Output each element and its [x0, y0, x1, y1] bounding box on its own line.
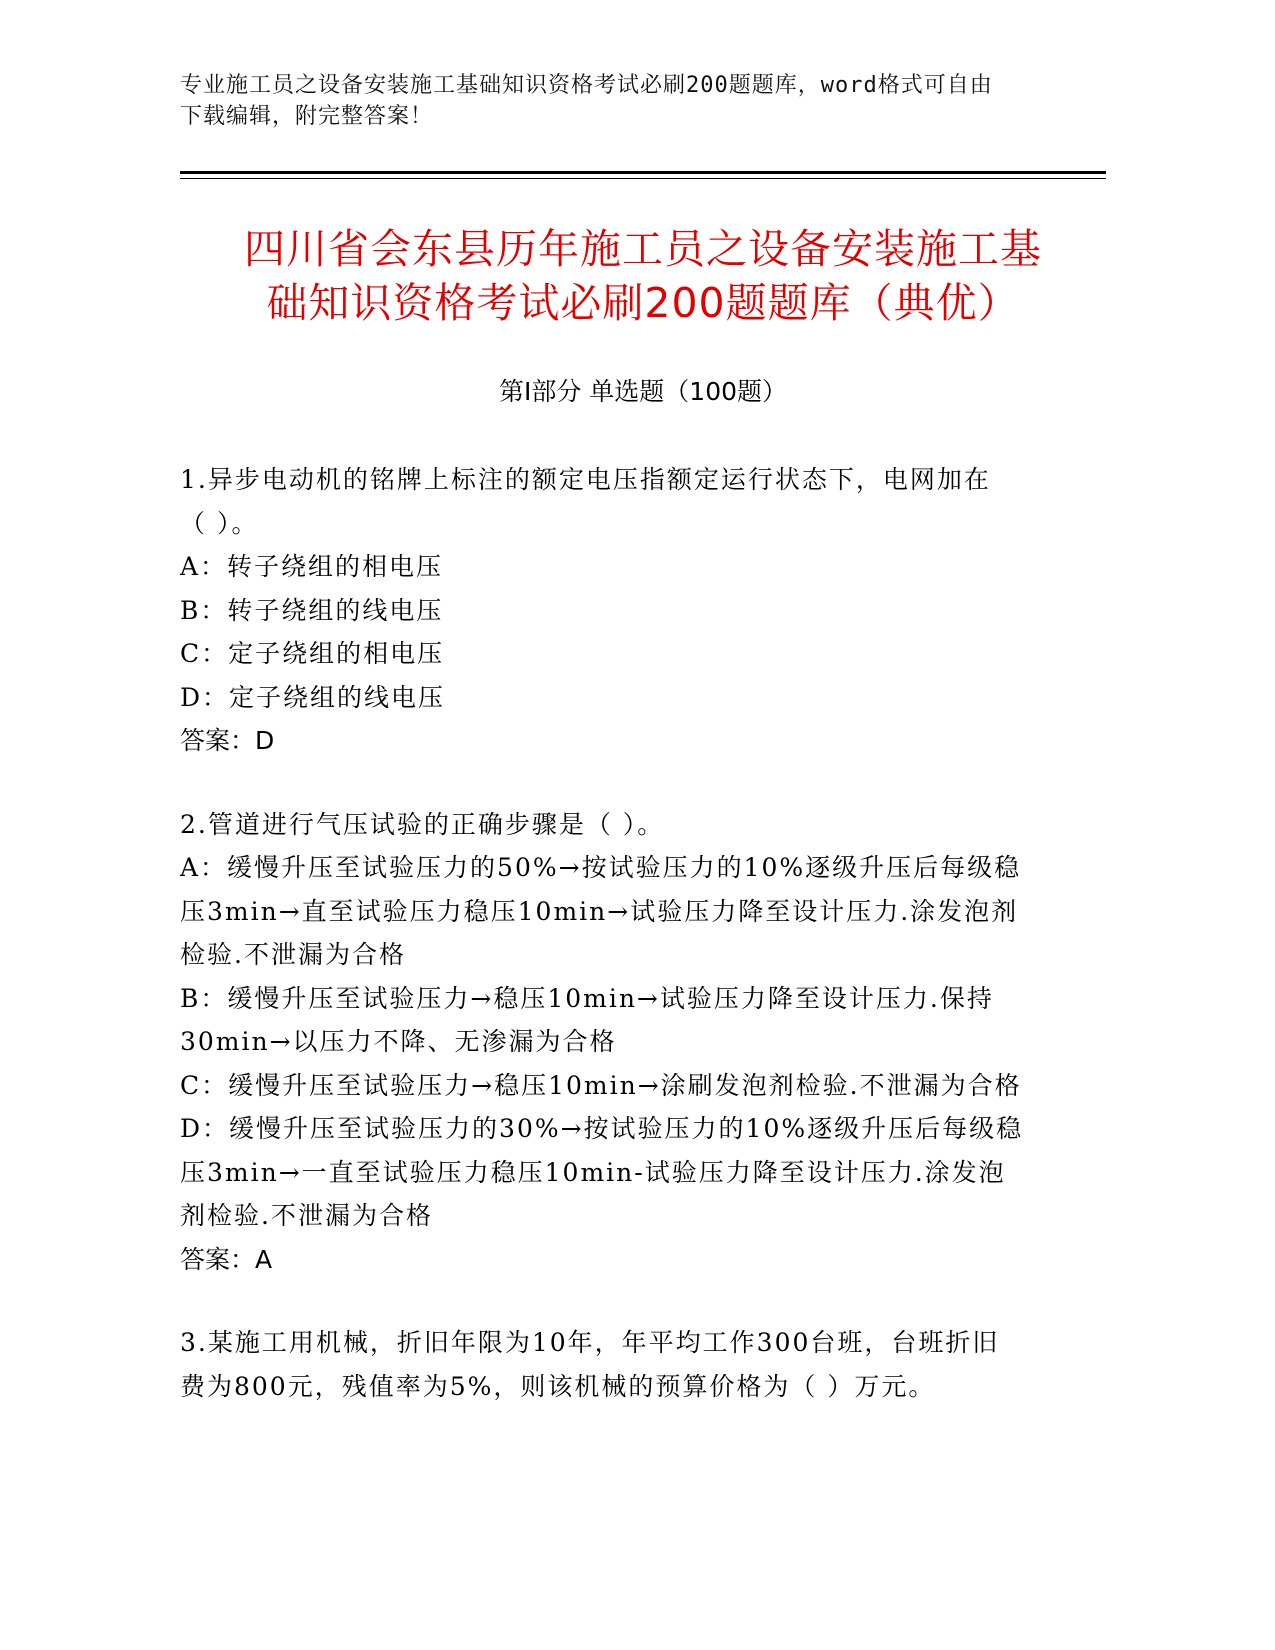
- question-stem: 2.管道进行气压试验的正确步骤是（ ）。: [180, 809, 665, 839]
- option-c: C：定子绕组的相电压: [180, 639, 445, 668]
- option-b: B：缓慢升压至试验压力→稳压10min→试验压力降至设计压力.保持: [180, 983, 994, 1013]
- title-line-2: 础知识资格考试必刷200题题库（典优）: [266, 279, 1020, 327]
- option-a-cont: 检验.不泄漏为合格: [180, 940, 406, 969]
- option-a-cont: 压3min→直至试验压力稳压10min→试验压力降至设计压力.涂发泡剂: [180, 896, 1019, 926]
- option-b: B：转子绕组的线电压: [180, 595, 444, 625]
- option-d-cont: 剂检验.不泄漏为合格: [180, 1201, 433, 1230]
- section-heading: 第Ⅰ部分 单选题（100题）: [498, 377, 788, 406]
- question-stem: （ ）。: [180, 508, 259, 538]
- option-b-cont: 30min→以压力不降、无渗漏为合格: [180, 1027, 617, 1056]
- option-d: D：缓慢升压至试验压力的30%→按试验压力的10%逐级升压后每级稳: [180, 1114, 1024, 1143]
- header-divider-thick: [180, 171, 1106, 174]
- question-item: [180, 803, 1050, 1282]
- header-line-1: 专业施工员之设备安装施工基础知识资格考试必刷200题题库，word格式可自由: [180, 73, 993, 98]
- answer-text: 答案：A: [180, 1244, 273, 1274]
- document-title: [180, 222, 1106, 330]
- title-line-1: 四川省会东县历年施工员之设备安装施工基: [244, 225, 1042, 273]
- question-stem: 1.异步电动机的铭牌上标注的额定电压指额定运行状态下，电网加在: [180, 465, 991, 494]
- question-item: [180, 1321, 1050, 1408]
- question-item: [180, 458, 1050, 763]
- option-d-cont: 压3min→一直至试验压力稳压10min-试验压力降至设计压力.涂发泡: [180, 1157, 1006, 1187]
- answer-text: 答案：D: [180, 726, 275, 755]
- header-divider-thin: [180, 178, 1106, 179]
- option-a: A：转子绕组的相电压: [180, 552, 444, 581]
- question-list: [180, 458, 1050, 1448]
- page-header: [180, 70, 1060, 132]
- question-stem: 费为800元，残值率为5%，则该机械的预算价格为（ ）万元。: [180, 1371, 936, 1401]
- option-d: D：定子绕组的线电压: [180, 682, 446, 712]
- question-stem: 3.某施工用机械，折旧年限为10年，年平均工作300台班，台班折旧: [180, 1328, 1000, 1357]
- header-line-2: 下载编辑，附完整答案！: [180, 104, 434, 129]
- option-c: C：缓慢升压至试验压力→稳压10min→涂刷发泡剂检验.不泄漏为合格: [180, 1070, 1022, 1100]
- option-a: A：缓慢升压至试验压力的50%→按试验压力的10%逐级升压后每级稳: [180, 853, 1022, 882]
